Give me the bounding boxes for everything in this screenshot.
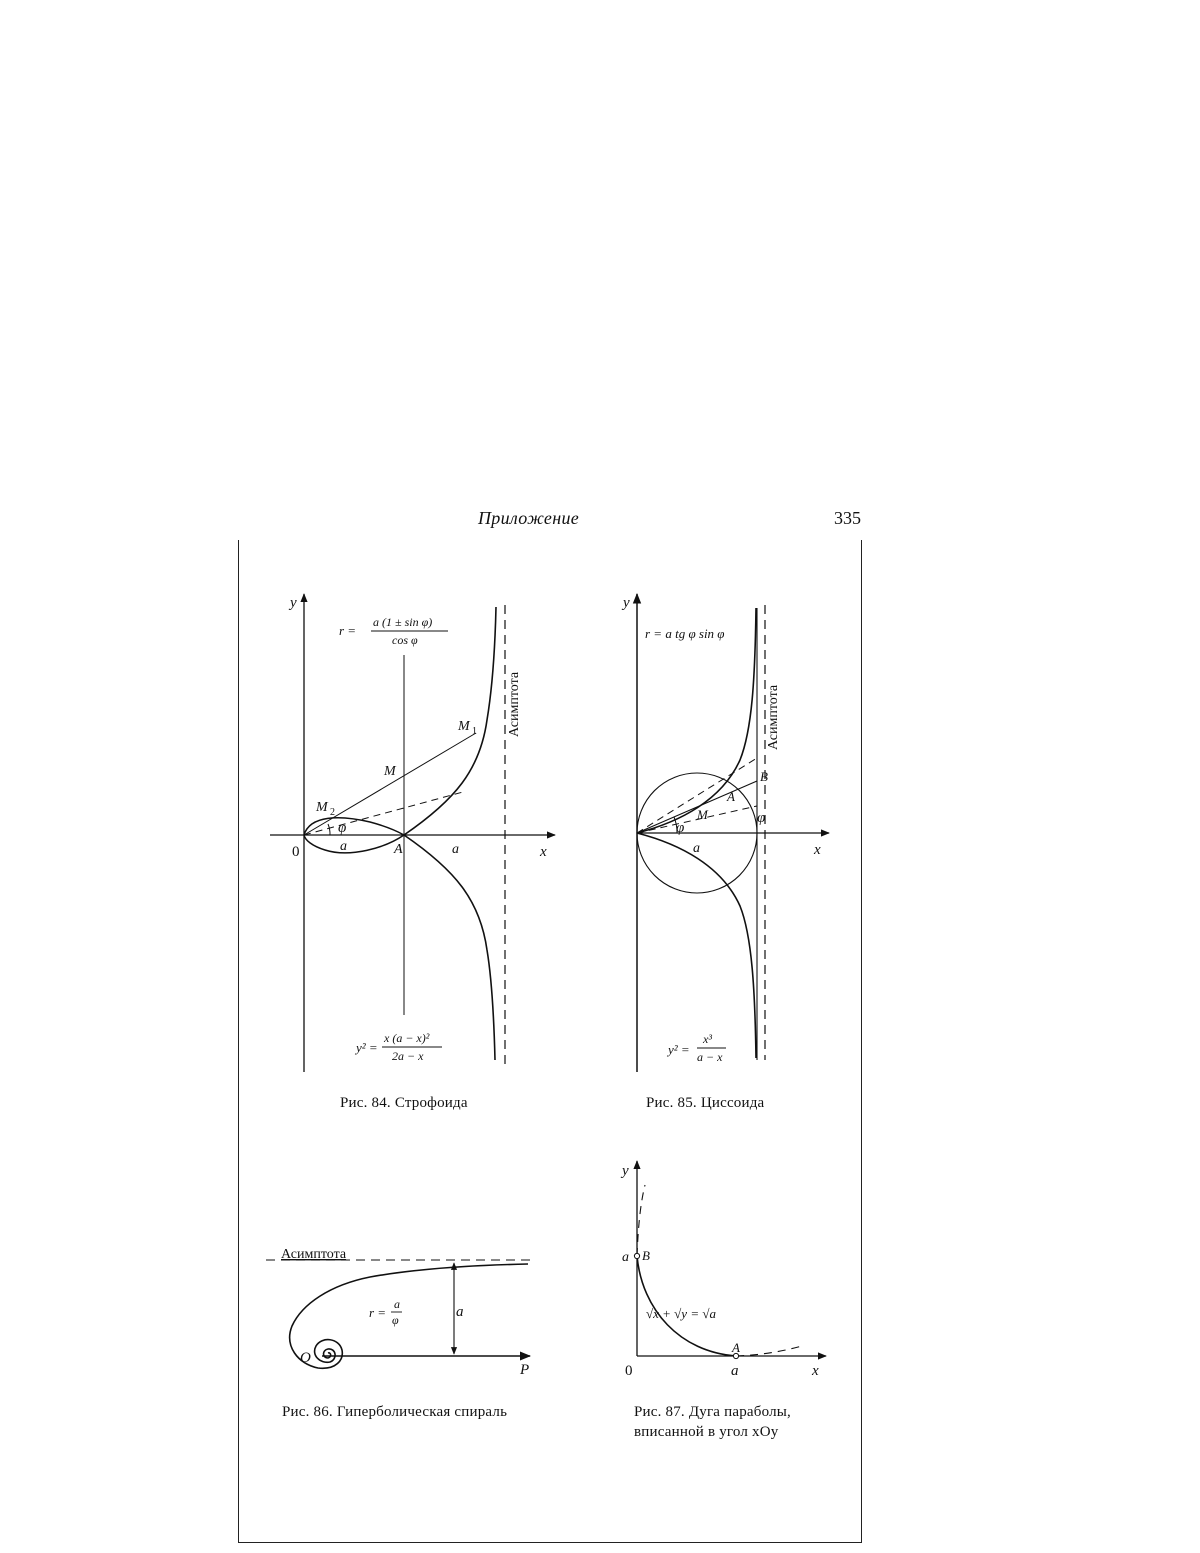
figure-84-caption: Рис. 84. Строфоида [340,1095,468,1111]
figure-85-cissoid [637,594,829,1072]
figure-84-strophoid [270,594,555,1072]
asymptote-label: Асимптота [766,684,781,750]
cartesian-equation-lhs: y² = [356,1040,378,1055]
figure-85-caption: Рис. 85. Циссоида [646,1095,765,1111]
cartesian-equation-numerator: x (a − x)² [384,1031,430,1045]
polar-equation: r = a tg φ sin φ [645,626,725,641]
a-on-x-label: a [731,1363,739,1379]
cissoid-upper-branch [637,608,756,833]
angle-phi-label: φ [676,820,685,836]
polar-axis-p-label: P [520,1362,530,1378]
parabola-extension-right [736,1346,802,1356]
point-m1-label: M [458,719,470,734]
page-number: 335 [834,508,861,528]
running-header-title: Приложение [478,508,580,528]
x-axis-label: x [540,844,547,860]
segment-a-label: a [340,839,347,854]
strophoid-upper-branch [404,607,496,835]
point-a-label: A [732,1340,740,1355]
angle-phi-label: φ [338,820,347,836]
figure-86-caption: Рис. 86. Гиперболическая спираль [282,1404,508,1420]
spiral-curve [290,1264,528,1368]
cissoid-lower-branch [637,833,756,1058]
segment-a-label: a [693,841,700,856]
origin-label: 0 [625,1363,633,1379]
point-b-marker [634,1253,639,1258]
a-on-y-label: a [622,1250,629,1265]
angle-phi-right-label: φ [757,810,766,826]
point-m2-label: M [316,800,328,815]
figure-87-caption-line1: Рис. 87. Дуга параболы, [634,1404,792,1420]
polar-equation-lhs: r = [369,1305,387,1320]
point-m1-subscript: 1 [472,726,477,737]
asymptote-label: Асимптота [507,671,522,737]
distance-a-label: a [456,1304,464,1320]
origin-label: 0 [292,844,300,860]
point-m-label: M [697,807,708,822]
parabola-extension-dashed [637,1185,645,1256]
cartesian-equation-denominator: a − x [697,1050,723,1064]
point-m-label: M [384,764,396,779]
cartesian-equation-numerator: x³ [703,1032,712,1046]
y-axis-label: y [290,595,297,611]
x-axis-label: x [814,842,821,858]
ray-om1 [304,733,476,835]
point-a-label: A [394,842,403,857]
point-a-label: A [727,789,735,804]
asymptote-label: Асимптота [281,1247,347,1262]
y-axis-label: y [623,595,630,611]
cartesian-equation-lhs: y² = [668,1042,690,1057]
point-b-label: B [760,769,768,784]
point-m2-subscript: 2 [330,807,335,818]
figure-87-labels [620,1163,819,1379]
cartesian-equation-denominator: 2a − x [392,1049,424,1063]
parabola-equation: √x + √y = √a [646,1306,716,1321]
figure-87-caption-line2: вписанной в угол xOy [634,1424,779,1440]
angle-arc [328,824,330,835]
polar-equation-numerator: a [394,1297,400,1311]
pole-o-label: O [300,1350,311,1366]
dashed-ray [304,792,463,835]
figure-84-labels [288,595,547,1063]
polar-equation-denominator: cos φ [392,633,418,647]
y-axis-label: y [622,1163,629,1179]
polar-equation-lhs: r = [339,623,357,638]
figure-87-parabola-arc [634,1161,826,1359]
segment-a2-label: a [452,842,459,857]
strophoid-lower-branch [404,835,495,1060]
polar-equation-numerator: a (1 ± sin φ) [373,615,433,629]
point-b-label: B [642,1248,650,1263]
polar-equation-denominator: φ [392,1313,399,1327]
x-axis-label: x [812,1363,819,1379]
